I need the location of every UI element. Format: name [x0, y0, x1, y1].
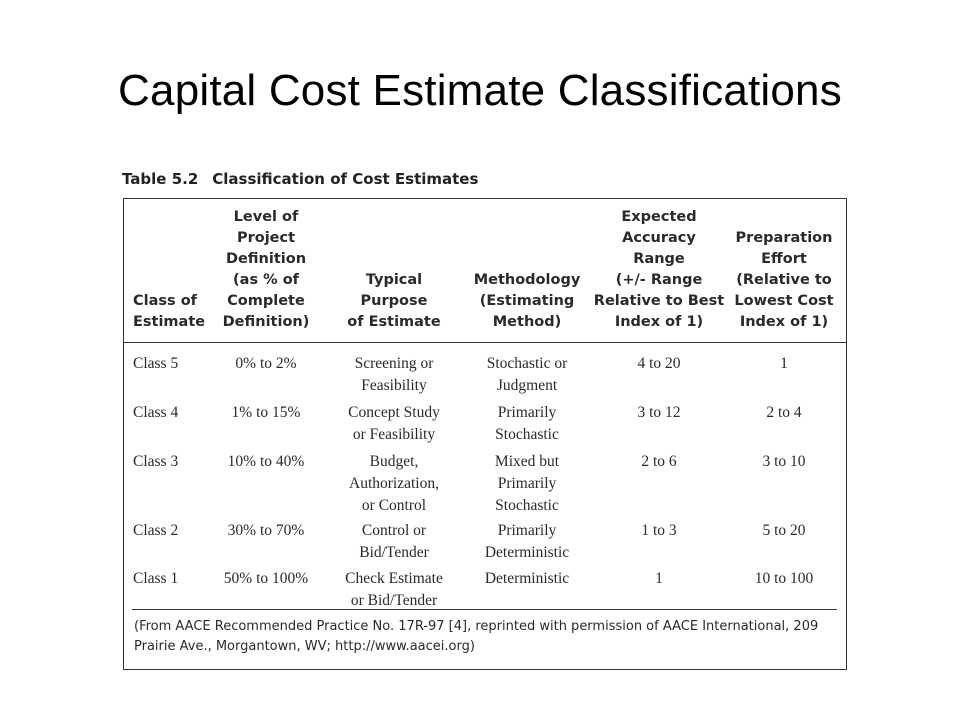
table-cell: 4 to 20 — [637, 355, 681, 372]
table-cell: 10 to 100 — [754, 570, 814, 587]
table-cell: Screening or Feasibility — [354, 355, 434, 394]
table-cell: Class 2 — [133, 522, 179, 539]
table-cell: Check Estimate or Bid/Tender — [345, 570, 443, 609]
table-cell: 50% to 100% — [223, 570, 309, 587]
column-header-methodology: Methodology (Estimating Method) — [473, 272, 581, 330]
table-cell: Primarily Deterministic — [484, 522, 570, 561]
table-cell: Budget, Authorization, or Control — [349, 453, 439, 514]
column-header-class: Class of Estimate — [133, 293, 206, 330]
table-cell: Primarily Stochastic — [495, 404, 559, 443]
table-caption — [122, 170, 478, 188]
table-cell: 2 to 4 — [766, 404, 802, 421]
column-header-effort: Preparation Effort (Relative to Lowest Cost Index of 1) — [734, 230, 834, 330]
table-cell: Stochastic or Judgment — [486, 355, 568, 394]
table-cell: Mixed but Primarily Stochastic — [494, 453, 560, 514]
table-cell: 1 — [655, 570, 663, 587]
table-cell: 3 to 10 — [762, 453, 806, 470]
table-cell: Class 1 — [133, 570, 179, 587]
table-cell: Deterministic — [484, 570, 570, 587]
header-divider — [124, 342, 846, 343]
table-cell: 1 — [780, 355, 788, 372]
table-cell: Class 3 — [133, 453, 179, 470]
table-cell: 10% to 40% — [227, 453, 305, 470]
classification-table — [123, 198, 847, 670]
table-cell: 30% to 70% — [227, 522, 305, 539]
slide-title: Capital Cost Estimate Classifications — [118, 66, 842, 115]
column-header-purpose: Typical Purpose of Estimate — [347, 272, 441, 330]
column-header-accuracy: Expected Accuracy Range (+/- Range Relative to Best Index of 1) — [593, 209, 725, 330]
table-footnote: (From AACE Recommended Practice No. 17R-97 [4], reprinted with permission of AACE International, 209 Prairie Ave., Morgantown, WV; http://www.aacei.org) — [134, 619, 819, 654]
table-cell: Class 5 — [133, 355, 179, 372]
table-cell: Class 4 — [133, 404, 179, 421]
table-caption-text: Classification of Cost Estimates — [212, 170, 479, 188]
footer-divider — [132, 609, 837, 610]
table-cell: 0% to 2% — [235, 355, 297, 372]
table-cell: 1% to 15% — [231, 404, 301, 421]
table-cell: Concept Study or Feasibility — [348, 404, 440, 443]
table-number: Table 5.2 — [122, 170, 199, 188]
table-cell: 2 to 6 — [641, 453, 677, 470]
table-cell: 1 to 3 — [641, 522, 677, 539]
table-cell: Control or Bid/Tender — [359, 522, 429, 561]
table-cell: 3 to 12 — [637, 404, 681, 421]
column-header-level: Level of Project Definition (as % of Complete Definition) — [222, 209, 310, 330]
table-cell: 5 to 20 — [762, 522, 806, 539]
